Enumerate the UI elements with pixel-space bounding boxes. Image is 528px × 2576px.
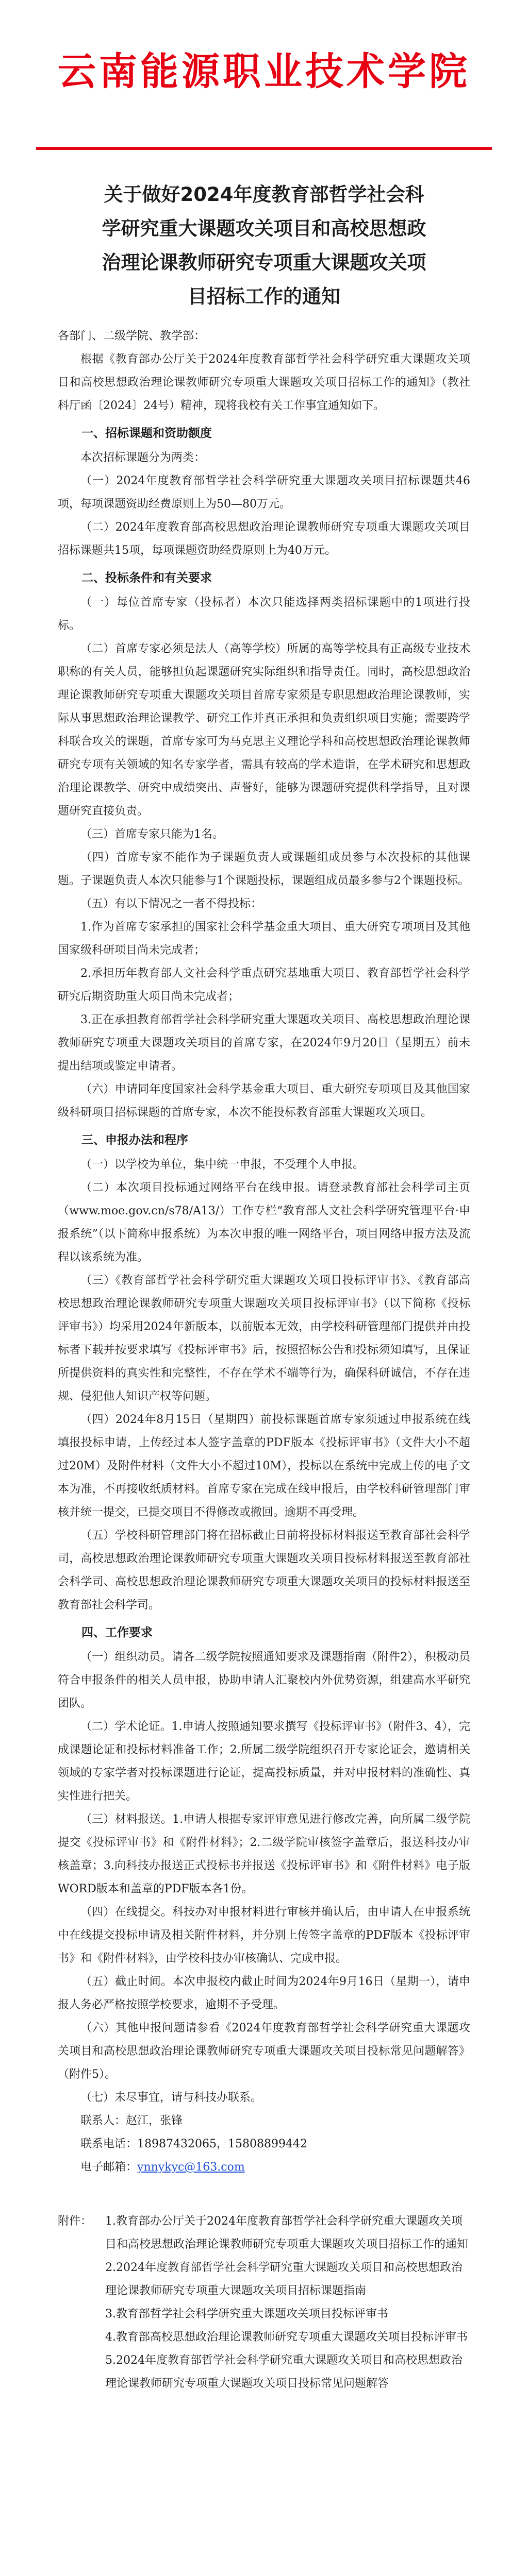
paragraph: （一）每位首席专家（投标者）本次只能选择两类招标课题中的1项进行投标。 xyxy=(58,596,470,632)
section-heading: 四、工作要求 xyxy=(81,1626,153,1639)
section-heading: 三、申报办法和程序 xyxy=(81,1133,188,1147)
intro-paragraph: 根据《教育部办公厅关于2024年度教育部哲学社会科学研究重大课题攻关项目和高校思想政治理论课教师研究专项重大课题攻关项目招标工作的通知》（教社科厅函〔2024〕24号）精神，现将我校有关工作事宜通知如下。 xyxy=(58,353,470,412)
paragraph: （四）在线提交。科技办对申报材料进行审核并确认后，由申请人在申报系统中在线提交投标申请及相关附件材料，并分别上传签字盖章的PDF版本《投标评审书》和《附件材料》，由学校科技办审核确认、完成申报。 xyxy=(58,1906,470,1965)
attachment-row xyxy=(58,2326,470,2349)
attachment-item: 1.教育部办公厅关于2024年度教育部哲学社会科学研究重大课题攻关项目和高校思想政治理论课教师研究专项重大课题攻关项目招标工作的通知 xyxy=(105,2215,469,2251)
attachment-row xyxy=(58,2349,470,2395)
attachments-label: 附件： xyxy=(58,2215,92,2228)
attachment-item: 4.教育部高校思想政治理论课教师研究专项重大课题攻关项目投标评审书 xyxy=(105,2331,468,2344)
paragraph: 1.作为首席专家承担的国家社会科学基金重大项目、重大研究专项项目及其他国家级科研项目尚未完成者； xyxy=(58,921,470,957)
paragraph: （五）截止时间。本次申报校内截止时间为2024年9月16日（星期一），请申报人务必严格按照学校要求，逾期不予受理。 xyxy=(58,1975,470,2011)
paragraph: 2.承担历年教育部人文社会科学重点研究基地重大项目、教育部哲学社会科学研究后期资助重大项目尚未完成者； xyxy=(58,967,470,1003)
paragraph: （二）首席专家必须是法人（高等学校）所属的高等学校具有正高级专业技术职称的有关人员，能够担负起课题研究实际组织和指导责任。同时，高校思想政治理论课教师研究专项重大课题攻关项目首席专家须是专职思想政治理论课教师，实际从事思想政治理论课教学、研究工作并真正承担和负责组织项目实施；需要跨学科联合攻关的课题，首席专家可为马克思主义理论学科和高校思想政治理论课教师研究专项有关领域的知名专家学者，需具有较高的学术造诣，在学术研究和思想政治理论课教学、研究中成绩突出、声誉好，能够为课题研究提供科学指导，且对课题研究直接负责。 xyxy=(58,642,470,818)
section-heading: 二、投标条件和有关要求 xyxy=(81,571,212,585)
paragraph: （二）2024年度教育部高校思想政治理论课教师研究专项重大课题攻关项目招标课题共15项，每项课题资助经费原则上为40万元。 xyxy=(58,521,470,557)
school-name: 云南能源职业技术学院 xyxy=(58,49,470,94)
document-title: 关于做好2024年度教育部哲学社会科学研究重大课题攻关项目和高校思想政治理论课教师研究专项重大课题攻关项目招标工作的通知 xyxy=(102,183,426,308)
attachment-row xyxy=(58,2302,470,2326)
letterhead-divider xyxy=(36,147,492,150)
attachment-row xyxy=(58,2256,470,2302)
contact-block xyxy=(58,2109,470,2179)
attachment-row xyxy=(58,2210,470,2256)
contact-email-line xyxy=(58,2156,470,2179)
section-heading: 一、招标课题和资助额度 xyxy=(81,427,212,440)
paragraph: （六）其他申报问题请参看《2024年度教育部哲学社会科学研究重大课题攻关项目和高校思想政治理论课教师研究专项重大课题攻关项目投标常见问题解答》（附件5）。 xyxy=(58,2022,470,2081)
attachment-item: 5.2024年度教育部哲学社会科学研究重大课题攻关项目和高校思想政治理论课教师研究专项重大课题攻关项目投标常见问题解答 xyxy=(105,2354,463,2390)
contact-phone: 联系电话：18987432065，15808899442 xyxy=(80,2138,307,2150)
paragraph: 3.正在承担教育部哲学社会科学研究重大课题攻关项目、高校思想政治理论课教师研究专项重大课题攻关项目的首席专家，在2024年9月20日（星期五）前未提出结项或鉴定申请者。 xyxy=(58,1013,470,1073)
contact-email-link[interactable]: ynnykyc@163.com xyxy=(137,2161,245,2174)
paragraph: （一）2024年度教育部哲学社会科学研究重大课题攻关项目招标课题共46项，每项课题资助经费原则上为50—80万元。 xyxy=(58,474,470,511)
attachments-block xyxy=(58,2210,470,2395)
paragraph: （三）材料报送。1.申请人根据专家评审意见进行修改完善，向所属二级学院提交《投标评审书》和《附件材料》；2.二级学院审核签字盖章后，报送科技办审核盖章；3.向科技办报送正式投标书并报送《投标评审书》和《附件材料》电子版WORD版本和盖章的PDF版本各1份。 xyxy=(58,1813,470,1895)
paragraph: （五）学校科研管理部门将在招标截止日前将投标材料报送至教育部社会科学司，高校思想政治理论课教师研究专项重大课题攻关项目投标材料报送至教育部社会科学司、高校思想政治理论课教师研究专项重大课题攻关项目的投标材料报送至教育部社会科学司。 xyxy=(58,1529,470,1612)
salutation: 各部门、二级学院、教学部： xyxy=(58,330,206,343)
attachment-item: 2.2024年度教育部哲学社会科学研究重大课题攻关项目和高校思想政治理论课教师研究专项重大课题攻关项目招标课题指南 xyxy=(105,2261,463,2297)
paragraph: （二）学术论证。1.申请人按照通知要求撰写《投标评审书》（附件3、4），完成课题论证和投标材料准备工作；2.所属二级学院组织召开专家论证会，邀请相关领域的专家学者对投标课题进行论证，提高投标质量，并对申报材料的准确性、真实性进行把关。 xyxy=(58,1720,470,1803)
paragraph: （三）首席专家只能为1名。 xyxy=(80,828,224,841)
paragraph: （四）首席专家不能作为子课题负责人或课题组成员参与本次投标的其他课题。子课题负责人本次只能参与1个课题投标，课题组成员最多参与2个课题投标。 xyxy=(58,851,470,887)
contact-person: 联系人：赵江，张锋 xyxy=(80,2114,183,2127)
paragraph: （七）未尽事宜，请与科技办联系。 xyxy=(80,2091,262,2104)
letterhead xyxy=(0,49,528,95)
paragraph: （一）组织动员。请各二级学院按照通知要求及课题指南（附件2），积极动员符合申报条件的相关人员申报，协助申请人汇聚校内外优势资源，组建高水平研究团队。 xyxy=(58,1651,470,1710)
document-body xyxy=(58,325,470,2395)
paragraph: （一）以学校为单位，集中统一申报，不受理个人申报。 xyxy=(80,1158,365,1171)
paragraph: （三）《教育部哲学社会科学研究重大课题攻关项目投标评审书》、《教育部高校思想政治理论课教师研究专项重大课题攻关项目投标评审书》（以下简称《投标评审书》）均采用2024年新版本，以前版本无效，由学校科研管理部门提供并由投标者下载并按要求填写《投标评审书》后，按照招标公告和投标须知填写，且保证所提供资料的真实性和完整性，不存在学术不端等行为，确保科研诚信，不存在违规、侵犯他人知识产权等问题。 xyxy=(58,1274,470,1403)
paragraph: （五）有以下情况之一者不得投标： xyxy=(80,897,262,910)
attachment-item: 3.教育部哲学社会科学研究重大课题攻关项目投标评审书 xyxy=(105,2308,388,2320)
contact-email-label: 电子邮箱： xyxy=(80,2161,138,2174)
paragraph: 本次招标课题分为两类： xyxy=(80,451,206,464)
paragraph: （六）申请同年度国家社会科学基金重大项目、重大研究专项项目及其他国家级科研项目招标课题的首席专家，本次不能投标教育部重大课题攻关项目。 xyxy=(58,1083,470,1119)
paragraph: （二）本次项目投标通过网络平台在线申报。请登录教育部社会科学司主页（www.moe.gov.cn/s78/A13/）工作专栏“教育部人文社会科学研究管理平台·申报系统”（以下简称申报系统）为本次申报的唯一网络平台，项目网络申报方法及流程以该系统为准。 xyxy=(58,1181,470,1264)
paragraph: （四）2024年8月15日（星期四）前投标课题首席专家须通过申报系统在线填报投标申请，上传经过本人签字盖章的PDF版本《投标评审书》（文件大小不超过20M）及附件材料（文件大小不超过10M），投标以在系统中完成上传的电子文本为准，不再接收纸质材料。首席专家在完成在线申报后，由学校科研管理部门审核并统一提交，已提交项目不得修改或撤回。逾期不再受理。 xyxy=(58,1413,470,1519)
